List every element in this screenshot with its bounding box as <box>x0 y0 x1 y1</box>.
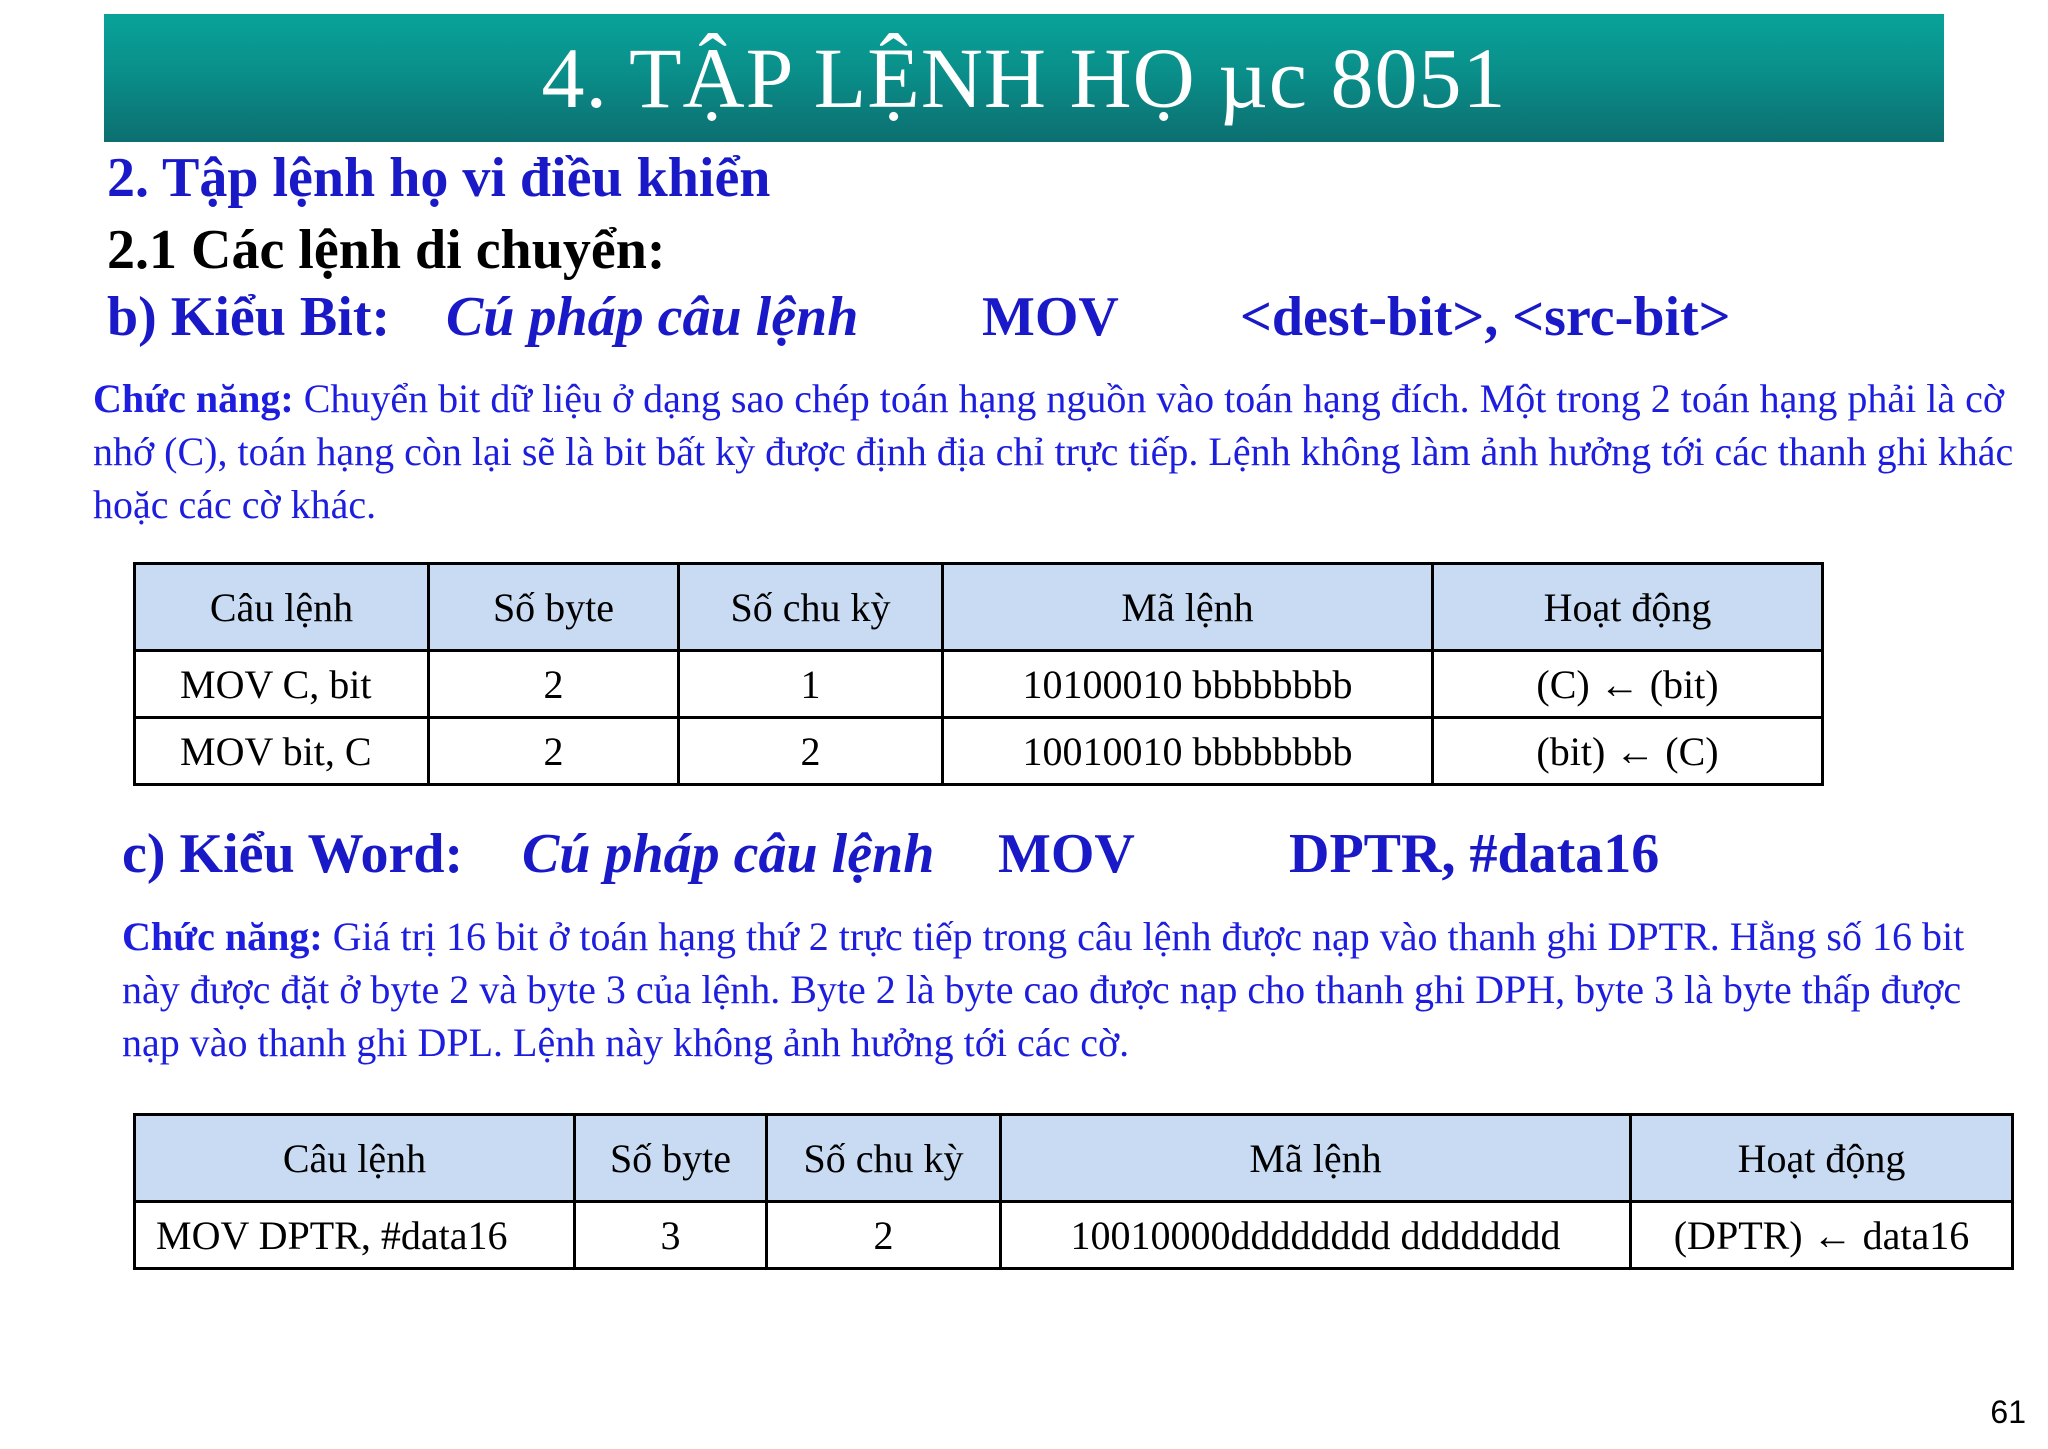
part-b-function-text: Chuyển bit dữ liệu ở dạng sao chép toán hạng nguồn vào toán hạng đích. Một trong 2 toán hạng phải là cờ nhớ (C), toán hạng còn lại sẽ là bit bất kỳ được định địa chỉ trực tiếp. Lệnh không làm ảnh hưởng tới các thanh ghi khác hoặc các cờ khác. <box>93 376 2014 527</box>
table-row <box>135 718 1823 785</box>
table-cell: 1 <box>679 651 943 718</box>
part-c-label: c) Kiểu Word: <box>122 823 464 885</box>
subsection-heading: 2.1 Các lệnh di chuyển: <box>107 219 666 281</box>
table-header-cell: Mã lệnh <box>1001 1115 1631 1202</box>
table-header-row <box>135 1115 2013 1202</box>
table-header-cell: Số chu kỳ <box>679 564 943 651</box>
slide-title: 4. TẬP LỆNH HỌ µc 8051 <box>541 30 1507 126</box>
table-cell: (DPTR) ← data16 <box>1631 1202 2013 1269</box>
page-number: 61 <box>1990 1394 2026 1430</box>
part-b-mnemonic: MOV <box>982 286 1119 348</box>
part-b-syntax-label: Cú pháp câu lệnh <box>446 286 859 348</box>
part-c-function-text: Giá trị 16 bit ở toán hạng thứ 2 trực tiếp trong câu lệnh được nạp vào thanh ghi DPTR. Hằng số 16 bit này được đặt ở byte 2 và byte 3 của lệnh. Byte 2 là byte cao được nạp cho thanh ghi DPH, byte 3 là byte thấp được nạp vào thanh ghi DPL. Lệnh này không ảnh hưởng tới các cờ. <box>122 914 1965 1065</box>
table-header-cell: Số byte <box>575 1115 767 1202</box>
table-header-cell: Câu lệnh <box>135 564 429 651</box>
bit-mov-table <box>133 562 1824 786</box>
part-b-operands: <dest-bit>, <src-bit> <box>1240 286 1731 348</box>
table-cell: 3 <box>575 1202 767 1269</box>
part-c-mnemonic: MOV <box>998 823 1135 885</box>
table-header-cell: Mã lệnh <box>943 564 1433 651</box>
table-cell: 2 <box>767 1202 1001 1269</box>
table-cell: 10010010 bbbbbbbb <box>943 718 1433 785</box>
table-cell: (bit) ← (C) <box>1433 718 1823 785</box>
table-header-row <box>135 564 1823 651</box>
part-c-function <box>122 910 2022 1069</box>
table-cell: (C) ← (bit) <box>1433 651 1823 718</box>
table-cell: 10010000dddddddd dddddddd <box>1001 1202 1631 1269</box>
table-row <box>135 1202 2013 1269</box>
table-cell: 10100010 bbbbbbbb <box>943 651 1433 718</box>
table-cell: 2 <box>679 718 943 785</box>
part-b-label: b) Kiểu Bit: <box>107 286 391 348</box>
table-header-cell: Câu lệnh <box>135 1115 575 1202</box>
table-cell: 2 <box>429 718 679 785</box>
word-mov-table <box>133 1113 2014 1270</box>
part-c-operands: DPTR, #data16 <box>1289 823 1660 885</box>
part-b-function <box>93 372 2033 531</box>
part-c-function-label: Chức năng: <box>122 914 323 959</box>
table-header-cell: Số chu kỳ <box>767 1115 1001 1202</box>
table-header-cell: Hoạt động <box>1433 564 1823 651</box>
section-heading: 2. Tập lệnh họ vi điều khiển <box>107 147 771 209</box>
part-c-syntax-label: Cú pháp câu lệnh <box>522 823 935 885</box>
table-row <box>135 651 1823 718</box>
table-header-cell: Số byte <box>429 564 679 651</box>
table-cell: 2 <box>429 651 679 718</box>
table-cell: MOV C, bit <box>135 651 429 718</box>
table-cell: MOV bit, C <box>135 718 429 785</box>
table-header-cell: Hoạt động <box>1631 1115 2013 1202</box>
title-bar <box>104 14 1944 142</box>
part-b-function-label: Chức năng: <box>93 376 294 421</box>
table-cell: MOV DPTR, #data16 <box>135 1202 575 1269</box>
